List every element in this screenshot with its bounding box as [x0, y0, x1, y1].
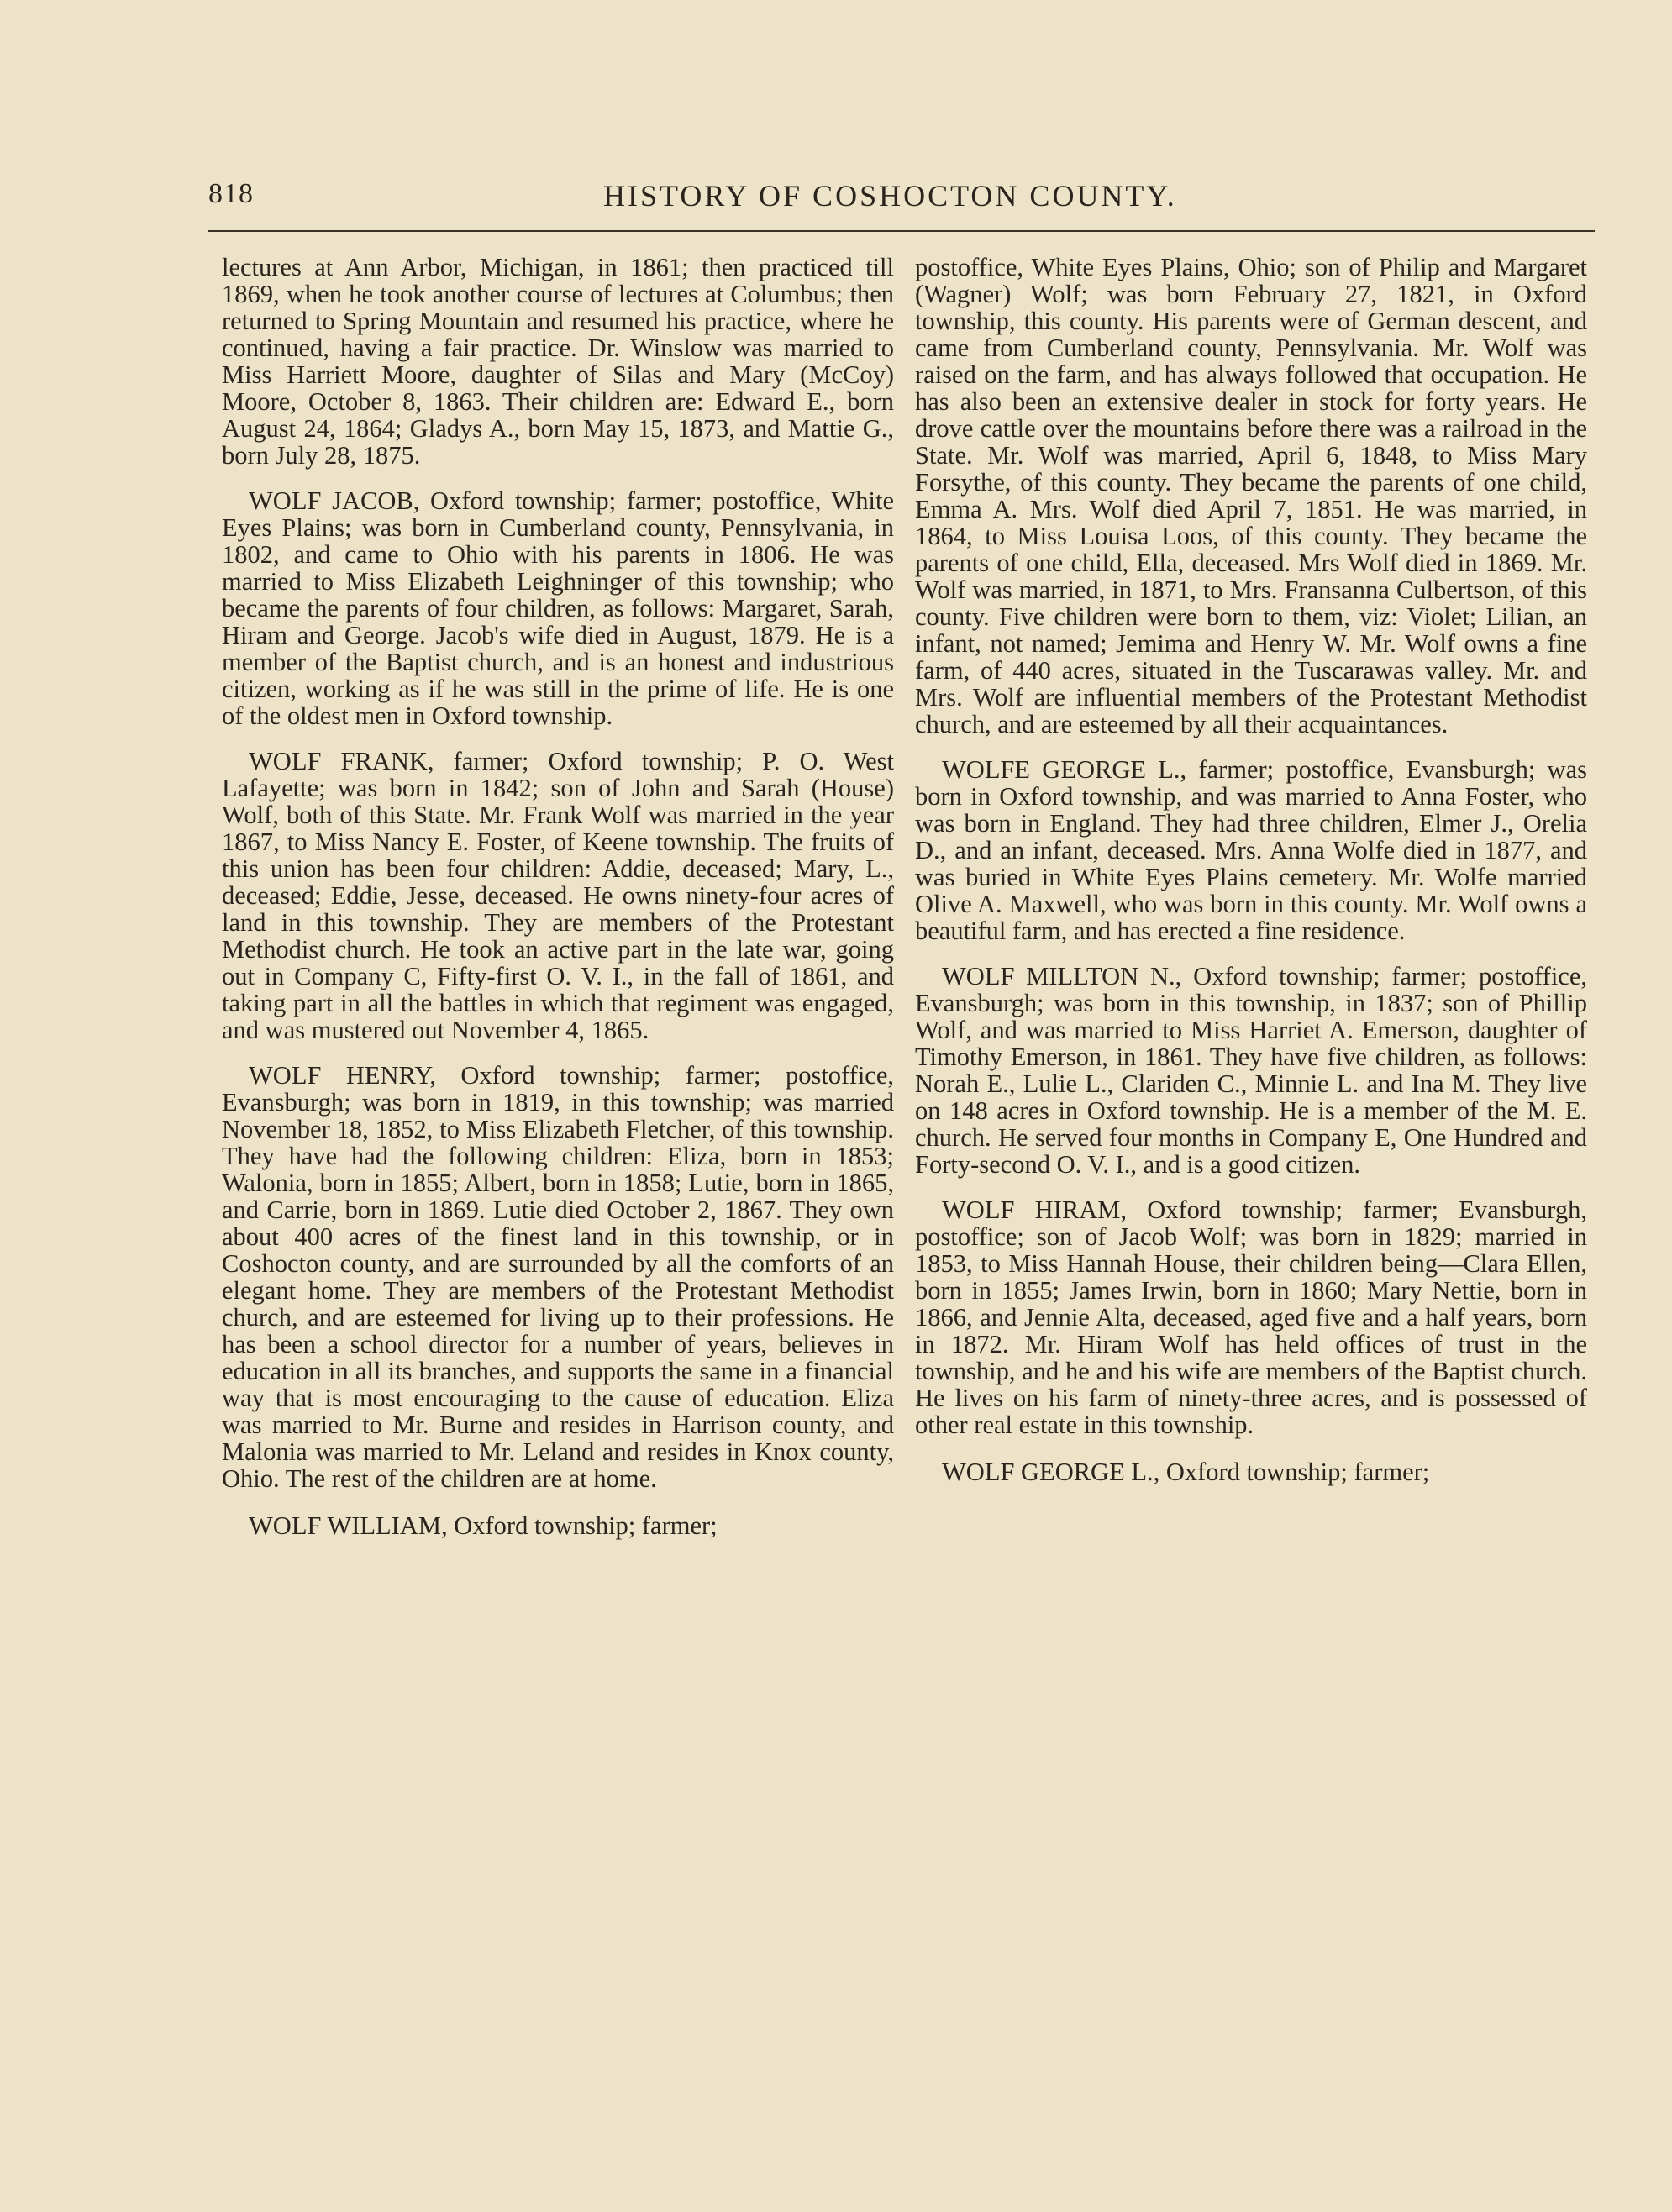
entry-wolf-henry: WOLF HENRY, Oxford township; farmer; postoffice, Evansburgh; was born in 1819, in this township; was married November 18, 1852, to Miss Elizabeth Fletcher, of this township. They have had the following children: Eliza, born in 1853; Walonia, born in 1855; Albert, born in 1858; Lutie, born in 1865, and Carrie, born in 1869. Lutie died October 2, 1867. They own about 400 acres of the finest land in this township, or in Coshocton county, and are surrounded by all the comforts of an elegant home. They are members of the Protestant Methodist church, and are esteemed for living up to their professions. He has been a school director for a number of years, believes in education in all its branches, and supports the same in a financial way that is most encouraging to the cause of education. Eliza was married to Mr. Burne and resides in Harrison county, and Malonia was married to Mr. Leland and resides in Knox county, Ohio. The rest of the children are at home.	[222, 1061, 894, 1493]
entry-wolf-hiram: WOLF HIRAM, Oxford township; farmer; Evansburgh, postoffice; son of Jacob Wolf; was born in 1829; married in 1853, to Miss Hannah House, their children being—Clara Ellen, born in 1855; James Irwin, born in 1860; Mary Nettie, born in 1866, and Jennie Alta, deceased, aged five and a half years, born in 1872. Mr. Hiram Wolf has held offices of trust in the township, and he and his wife are members of the Baptist church. He lives on his farm of ninety-three acres, and is possessed of other real estate in this township.	[915, 1195, 1587, 1439]
entry-wolfe-george-l: WOLFE GEORGE L., farmer; postoffice, Evansburgh; was born in Oxford township, and was married to Anna Foster, who was born in England. They had three children, Elmer J., Orelia D., and an infant, deceased. Mrs. Anna Wolfe died in 1877, and was buried in White Eyes Plains cemetery. Mr. Wolfe married Olive A. Maxwell, who was born in this county. Mr. Wolf owns a beautiful farm, and has erected a fine residence.	[915, 755, 1587, 945]
entry-wolf-frank: WOLF FRANK, farmer; Oxford township; P. O. West Lafayette; was born in 1842; son of John and Sarah (House) Wolf, both of this State. Mr. Frank Wolf was married in the year 1867, to Miss Nancy E. Foster, of Keene township. The fruits of this union has been four children: Addie, deceased; Mary, L., deceased; Eddie, Jesse, deceased. He owns ninety-four acres of land in this township. They are members of the Protestant Methodist church. He took an active part in the late war, going out in Company C, Fifty-first O. V. I., in the fall of 1861, and taking part in all the battles in which that regiment was engaged, and was mustered out November 4, 1865.	[222, 747, 894, 1044]
right-column	[915, 254, 1587, 2060]
header-rule	[208, 230, 1595, 232]
left-column	[222, 254, 894, 2060]
page-number: 818	[208, 178, 254, 209]
entry-wolf-millton-n: WOLF MILLTON N., Oxford township; farmer; postoffice, Evansburgh; was born in this township, in 1837; son of Phillip Wolf, and was married to Miss Harriet A. Emerson, daughter of Timothy Emerson, in 1861. They have five children, as follows: Norah E., Lulie L., Clariden C., Minnie L. and Ina M. They live on 148 acres in Oxford township. He is a member of the M. E. church. He served four months in Company E, One Hundred and Forty-second O. V. I., and is a good citizen.	[915, 962, 1587, 1179]
page-header	[208, 178, 1595, 220]
paragraph-wolf-william-continued: postoffice, White Eyes Plains, Ohio; son of Philip and Margaret (Wagner) Wolf; was born February 27, 1821, in Oxford township, this county. His parents were of German descent, and came from Cumberland county, Pennsylvania. Mr. Wolf was raised on the farm, and has always followed that occupation. He has also been an extensive dealer in stock for forty years. He drove cattle over the mountains before there was a railroad in the State. Mr. Wolf was married, April 6, 1848, to Miss Mary Forsythe, of this county. They became the parents of one child, Emma A. Mrs. Wolf died April 7, 1851. He was married, in 1864, to Miss Louisa Loos, of this county. They became the parents of one child, Ella, deceased. Mrs Wolf died in 1869. Mr. Wolf was married, in 1871, to Mrs. Fransanna Culbertson, of this county. Five children were born to them, viz: Violet; Lilian, an infant, not named; Jemima and Henry W. Mr. Wolf owns a fine farm, of 440 acres, situated in the Tuscarawas valley. Mr. and Mrs. Wolf are influential members of the Protestant Methodist church, and are esteemed by all their acquaintances.	[915, 254, 1587, 738]
running-title: HISTORY OF COSHOCTON COUNTY.	[603, 179, 1177, 213]
paragraph-winslow-continued: lectures at Ann Arbor, Michigan, in 1861; then practiced till 1869, when he took another course of lectures at Columbus; then returned to Spring Mountain and resumed his practice, where he continued, having a fair practice. Dr. Winslow was married to Miss Harriett Moore, daughter of Silas and Mary (McCoy) Moore, October 8, 1863. Their children are: Edward E., born August 24, 1864; Gladys A., born May 15, 1873, and Mattie G., born July 28, 1875.	[222, 254, 894, 470]
entry-wolf-william-start: WOLF WILLIAM, Oxford township; farmer;	[249, 1511, 718, 1540]
entry-wolf-george-l-start: WOLF GEORGE L., Oxford township; farmer;	[942, 1458, 1430, 1486]
entry-wolf-jacob: WOLF JACOB, Oxford township; farmer; postoffice, White Eyes Plains; was born in Cumberland county, Pennsylvania, in 1802, and came to Ohio with his parents in 1806. He was married to Miss Elizabeth Leighninger of this township; who became the parents of four children, as follows: Margaret, Sarah, Hiram and George. Jacob's wife died in August, 1879. He is a member of the Baptist church, and is an honest and industrious citizen, working as if he was still in the prime of life. He is one of the oldest men in Oxford township.	[222, 486, 894, 730]
